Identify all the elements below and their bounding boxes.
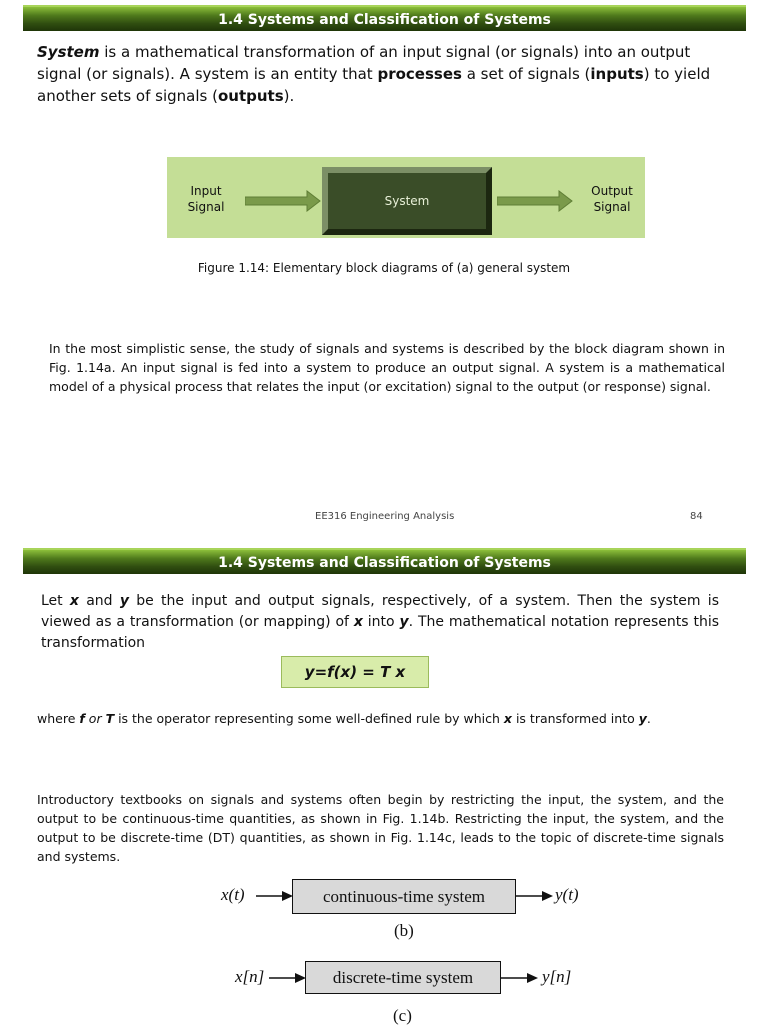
definition-text-1: is a mathematical transformation of an input signal (or signals) into an output signal (or signals). A system is an entity that — [37, 43, 691, 83]
input-label-line1: Input — [190, 184, 222, 198]
system-definition-paragraph — [37, 41, 737, 107]
system-block-label: System — [384, 194, 430, 208]
where-var-y: y — [638, 711, 647, 726]
equation-text: y=f(x) = T x — [304, 663, 406, 681]
input-signal-label — [181, 183, 231, 215]
ct-input-arrow-icon — [256, 888, 294, 904]
footer-course: EE316 Engineering Analysis — [315, 511, 455, 522]
slide1-title-banner: 1.4 Systems and Classification of Systems — [23, 5, 746, 31]
dt-system-label: discrete-time system — [332, 967, 474, 987]
definition-text-2: a set of signals ( — [461, 65, 591, 83]
where-text-4: . — [646, 711, 651, 726]
dt-system-block — [305, 961, 501, 994]
intro-text-2: and — [78, 593, 120, 609]
definition-text-4: ). — [283, 87, 295, 105]
where-var-x: x — [503, 711, 512, 726]
dt-output-arrow-icon — [501, 970, 539, 986]
inputs-term: inputs — [590, 65, 644, 83]
intro-text-5: . The mathematical notation represents this transformation — [41, 614, 719, 651]
footer-page-number: 84 — [690, 511, 703, 522]
input-label-line2: Signal — [187, 200, 225, 214]
intro-text-3: be the input and output signals, respectively, of a system. Then the system is viewed as a transformation (or mapping) of — [41, 593, 719, 630]
intro-text-4: into — [362, 614, 400, 630]
dt-output-label: y[n] — [542, 967, 572, 986]
dt-input-arrow-icon — [269, 970, 307, 986]
transformation-paragraph — [41, 591, 719, 654]
where-or: or — [84, 711, 106, 726]
var-x: x — [69, 593, 79, 609]
output-arrow-icon — [497, 190, 573, 212]
diagram-b-label: (b) — [394, 921, 414, 940]
var-y-2: y — [399, 614, 409, 630]
output-label-line1: Output — [591, 184, 633, 198]
intro-text-1: Let — [41, 593, 70, 609]
system-block — [322, 167, 492, 235]
input-arrow-icon — [245, 190, 321, 212]
var-y: y — [119, 593, 129, 609]
operator-f: f — [79, 711, 85, 726]
system-term: System — [37, 43, 100, 61]
simplistic-sense-paragraph: In the most simplistic sense, the study of signals and systems is described by the block diagram shown in Fig. 1.14a. An input signal is fed into a system to produce an output signal. A system is a mathematical model of a physical process that relates the input (or excitation) signal to the output (or response) signal. — [49, 341, 725, 394]
ct-input-label: x(t) — [221, 885, 245, 904]
output-label-line2: Signal — [593, 200, 631, 214]
ct-output-label: y(t) — [555, 885, 579, 904]
outputs-term: outputs — [217, 87, 284, 105]
where-text-3: is transformed into — [511, 711, 639, 726]
equation-box — [281, 656, 429, 688]
textbooks-paragraph: Introductory textbooks on signals and systems often begin by restricting the input, the system, and the output to be continuous-time quantities, as shown in Fig. 1.14b. Restricting the input, the system, and the output to be discrete-time (DT) quantities, as shown in Fig. 1.14c, leads to the topic of discrete-time signals and systems. — [37, 792, 724, 864]
dt-input-label: x[n] — [235, 967, 265, 986]
diagram-c-label: (c) — [393, 1006, 412, 1025]
ct-output-arrow-icon — [516, 888, 554, 904]
output-signal-label — [585, 183, 639, 215]
definition-text-3: ) to yield another sets of signals ( — [37, 65, 711, 105]
ct-system-block — [292, 879, 516, 914]
processes-term: processes — [377, 65, 462, 83]
where-text-1: where — [37, 711, 80, 726]
general-system-diagram — [167, 157, 645, 238]
figure-caption: Figure 1.14: Elementary block diagrams of (a) general system — [197, 261, 571, 275]
var-x-2: x — [353, 614, 363, 630]
slide2-title-banner: 1.4 Systems and Classification of Systems — [23, 548, 746, 574]
ct-system-label: continuous-time system — [323, 886, 485, 906]
operator-paragraph — [37, 711, 737, 726]
operator-T: T — [105, 711, 115, 726]
where-text-2: is the operator representing some well-defined rule by which — [114, 711, 504, 726]
